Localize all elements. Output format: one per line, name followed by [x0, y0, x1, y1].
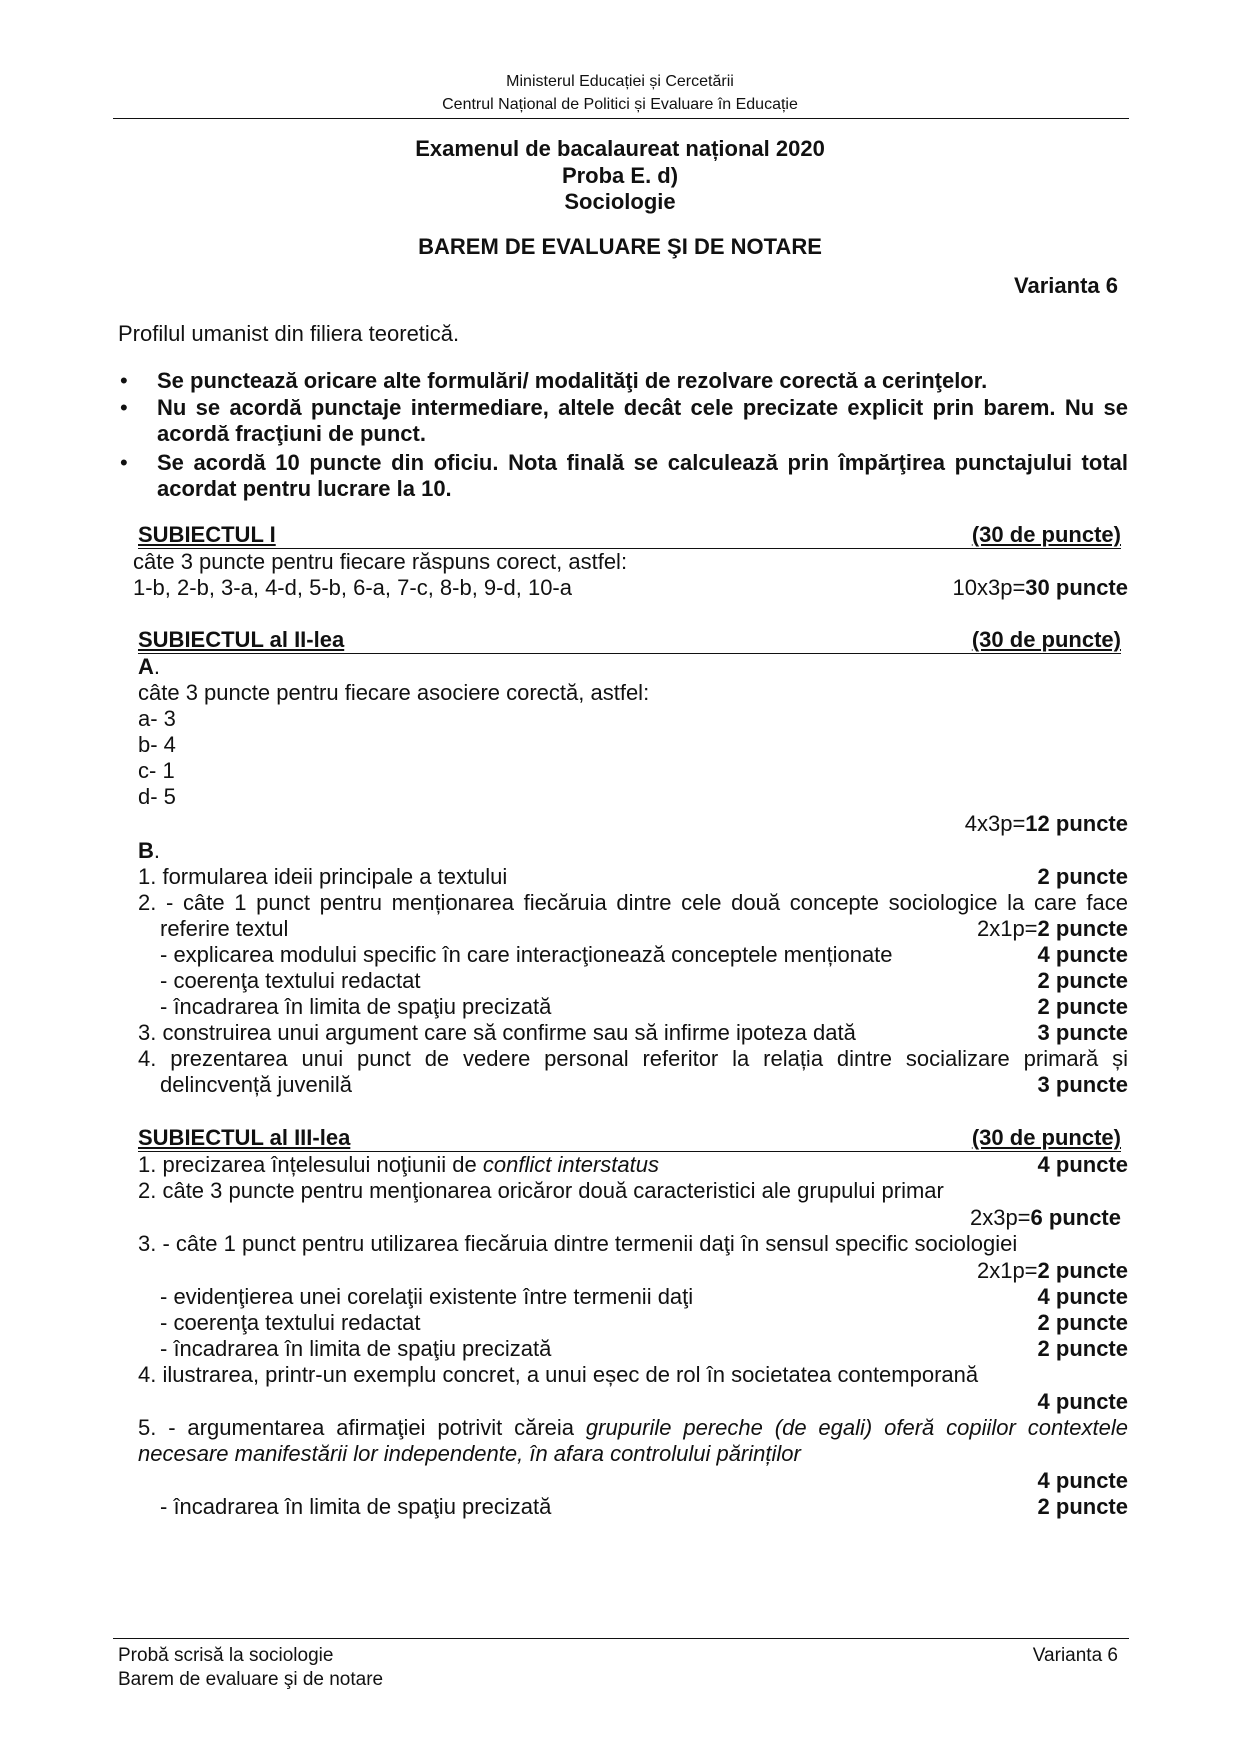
subject-2-b2c-row — [138, 994, 1128, 1020]
variant-label: Varianta 6 — [1014, 273, 1118, 298]
header-divider — [113, 118, 1129, 119]
subject-3-q3b-row — [138, 1310, 1128, 1336]
profile-text: Profilul umanist din filiera teoretică. — [118, 321, 460, 346]
subject-2-a-label: A. — [138, 654, 161, 679]
subject-3-q1-text: 1. precizarea înțelesului noţiunii de conflict interstatus — [138, 1152, 659, 1177]
list-item — [138, 758, 1128, 784]
subject-3-q3-text: 3. - câte 1 punct pentru utilizarea fiecăruia dintre termenii daţi în sensul specific sociologiei — [138, 1231, 1018, 1256]
subject-1-points: (30 de puncte) — [971, 522, 1121, 547]
subject-3-q3a-text: - evidenţierea unei corelaţii existente între termenii daţi — [160, 1284, 694, 1309]
subject-3-q5b-score: 2 puncte — [1037, 1494, 1128, 1519]
subject-2-b2a-text: - explicarea modului specific în care interacţionează conceptele menționate — [160, 942, 893, 967]
subject-2-b-label-row — [138, 838, 1128, 864]
subject-2-b2-score: 2x1p=2 puncte — [976, 916, 1128, 941]
subject-3-q4-score-row — [138, 1389, 1128, 1415]
association-a: a- 3 — [138, 706, 176, 731]
subject-2-b2c-text: - încadrarea în limita de spaţiu precizată — [160, 994, 552, 1019]
subject-2-b3-row — [138, 1020, 1128, 1046]
subject-3-q5-line-1: 5. - argumentarea afirmaţiei potrivit căreia grupurile pereche (de egali) oferă copiilor contextele — [138, 1415, 1128, 1440]
rule-3-line-1: Se acordă 10 puncte din oficiu. Nota finală se calculează prin împărţirea punctajului total — [157, 450, 1128, 475]
bullet-icon: • — [120, 368, 128, 393]
subject-2-b-label: B. — [138, 838, 161, 863]
bullet-icon: • — [120, 450, 128, 475]
subject-3-q5-line-2: necesare manifestării lor independente, în afara controlului părinților — [138, 1441, 801, 1466]
bullet-icon: • — [120, 395, 128, 420]
subject-2-b1-score: 2 puncte — [1037, 864, 1128, 889]
subject-3-q5-score-row — [138, 1468, 1128, 1494]
rule-3-line-2: acordat pentru lucrare la 10. — [157, 476, 452, 501]
footer-left-2: Barem de evaluare şi de notare — [118, 1669, 384, 1690]
barem-title: BAREM DE EVALUARE ŞI DE NOTARE — [418, 234, 822, 259]
subject-3-q4-score: 4 puncte — [1037, 1389, 1128, 1414]
subject-3-q3b-score: 2 puncte — [1037, 1310, 1128, 1335]
subject-3-q2-score: 2x3p=6 puncte — [969, 1205, 1121, 1230]
subject-3-q5-line-2-row — [138, 1441, 1128, 1467]
footer-variant: Varianta 6 — [1032, 1645, 1118, 1666]
subject-1-answers-row — [133, 575, 1128, 601]
subject-2-b2b-text: - coerenţa textului redactat — [160, 968, 421, 993]
subject-3-q3a-score: 4 puncte — [1037, 1284, 1128, 1309]
subject-1-answers: 1-b, 2-b, 3-a, 4-d, 5-b, 6-a, 7-c, 8-b, 9-d, 10-a — [133, 575, 572, 600]
footer-divider — [113, 1638, 1129, 1639]
subject-2-b2a-row — [138, 942, 1128, 968]
list-item — [138, 784, 1128, 810]
subject-3-q4-row — [138, 1362, 1128, 1388]
association-c: c- 1 — [138, 758, 175, 783]
ministry-name: Ministerul Educației și Cercetării — [506, 73, 734, 90]
proba-title: Proba E. d) — [561, 163, 679, 188]
subject-1-intro: câte 3 puncte pentru fiecare răspuns corect, astfel: — [133, 549, 628, 574]
subject-2-b2-line-1: 2. - câte 1 punct pentru menționarea fiecăruia dintre cele două concepte sociologice la care face — [138, 890, 1128, 915]
subject-2-b4-line-2-row — [138, 1072, 1128, 1098]
subject-3-q3c-row — [138, 1336, 1128, 1362]
subject-2-points: (30 de puncte) — [971, 627, 1121, 652]
subject-3-q1-score: 4 puncte — [1037, 1152, 1128, 1177]
association-b: b- 4 — [138, 732, 176, 757]
association-d: d- 5 — [138, 784, 176, 809]
subject-2-b2-line-2-row — [138, 916, 1128, 942]
subject-3-q2-row — [138, 1178, 1128, 1204]
subject-1-heading — [138, 522, 1121, 549]
subject-3-q3a-row — [138, 1284, 1128, 1310]
subject-3-heading — [138, 1125, 1121, 1152]
subject-2-b4-line-1: 4. prezentarea unui punct de vedere personal referitor la relația dintre socializare primară și — [138, 1046, 1128, 1071]
subject-2-a-score: 4x3p=12 puncte — [964, 811, 1128, 836]
subject-2-b1-text: 1. formularea ideii principale a textului — [138, 864, 508, 889]
footer-left-1: Probă scrisă la sociologie — [118, 1645, 334, 1666]
rule-2-line-2: acordă fracţiuni de punct. — [157, 421, 426, 446]
subject-2-a-label-row — [138, 654, 1128, 680]
subject-3-q5b-row — [138, 1494, 1128, 1520]
subject-2-b4-score: 3 puncte — [1037, 1072, 1128, 1097]
subject-2-b2a-score: 4 puncte — [1037, 942, 1128, 967]
list-item — [138, 706, 1128, 732]
subject-3-q3c-score: 2 puncte — [1037, 1336, 1128, 1361]
rule-1: Se punctează oricare alte formulări/ modalităţi de rezolvare corectă a cerinţelor. — [157, 368, 988, 393]
subject-1-score: 10x3p=30 puncte — [952, 575, 1128, 600]
subject-2-a-intro-row — [138, 680, 1128, 706]
subject-3-q5b-text: - încadrarea în limita de spaţiu precizată — [160, 1494, 552, 1519]
subject-2-a-score-row — [138, 811, 1128, 837]
subject-3-points: (30 de puncte) — [971, 1125, 1121, 1150]
subject-2-b3-score: 3 puncte — [1037, 1020, 1128, 1045]
center-name: Centrul Național de Politici și Evaluare în Educație — [442, 96, 798, 113]
subject-2-b3-text: 3. construirea unui argument care să confirme sau să infirme ipoteza dată — [138, 1020, 856, 1045]
subject-3-q2-score-row — [138, 1205, 1121, 1231]
exam-title: Examenul de bacalaureat național 2020 — [415, 136, 825, 161]
subject-3-q5-score: 4 puncte — [1037, 1468, 1128, 1493]
subject-2-b2b-score: 2 puncte — [1037, 968, 1128, 993]
list-item — [138, 732, 1128, 758]
subject-2-b1-row — [138, 864, 1128, 890]
rule-2-line-1: Nu se acordă punctaje intermediare, altele decât cele precizate explicit prin barem. Nu se — [157, 395, 1128, 420]
subject-3-q2-text: 2. câte 3 puncte pentru menţionarea oricăror două caracteristici ale grupului primar — [138, 1178, 944, 1203]
subject-2-b2-line-2: referire textul — [160, 916, 289, 941]
subject-3-q4-text: 4. ilustrarea, printr-un exemplu concret, a unui eșec de rol în societatea contemporană — [138, 1362, 979, 1387]
subject-2-b2b-row — [138, 968, 1128, 994]
subject-2-b4-line-2: delincvență juvenilă — [160, 1072, 353, 1097]
subject-2-heading — [138, 627, 1121, 654]
subject-2-title: SUBIECTUL al II-lea — [138, 627, 345, 652]
subject-3-q3-score: 2x1p=2 puncte — [976, 1258, 1128, 1283]
subject-3-q3c-text: - încadrarea în limita de spaţiu precizată — [160, 1336, 552, 1361]
subject-1-title: SUBIECTUL I — [138, 522, 276, 547]
subject-title: Sociologie — [564, 189, 676, 214]
subject-3-q1-row — [138, 1152, 1128, 1178]
subject-2-a-intro: câte 3 puncte pentru fiecare asociere corectă, astfel: — [138, 680, 650, 705]
subject-3-q3-row — [138, 1231, 1128, 1257]
subject-3-q3-score-row — [138, 1258, 1128, 1284]
subject-3-title: SUBIECTUL al III-lea — [138, 1125, 351, 1150]
subject-3-q3b-text: - coerenţa textului redactat — [160, 1310, 421, 1335]
subject-2-b2c-score: 2 puncte — [1037, 994, 1128, 1019]
subject-1-intro-row — [133, 549, 1123, 575]
